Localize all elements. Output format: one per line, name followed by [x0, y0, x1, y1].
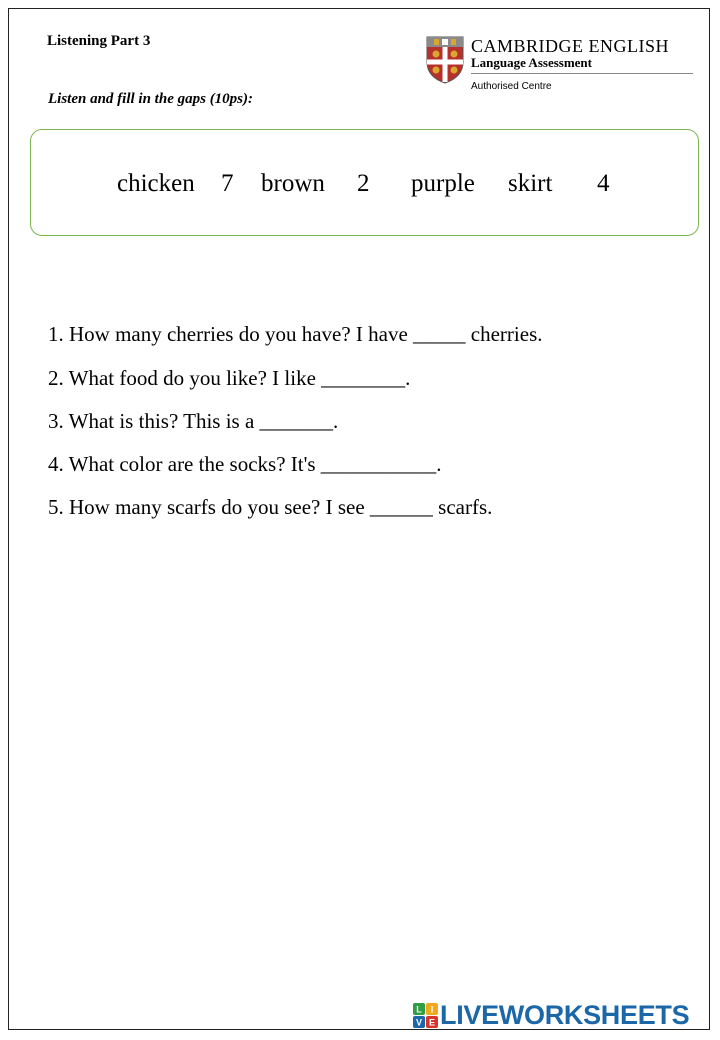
instructions: Listen and fill in the gaps (10ps):	[48, 91, 254, 107]
word-bank-item[interactable]: 4	[597, 170, 610, 197]
part-title: Listening Part 3	[47, 33, 151, 49]
word-bank-item[interactable]: purple	[411, 170, 475, 197]
cambridge-english-logo	[426, 34, 696, 96]
liveworksheets-brand: LIVEWORKSHEETS	[440, 1000, 690, 1030]
badge-letter-i: I	[430, 1004, 434, 1015]
liveworksheets-badge-icon	[413, 1003, 439, 1029]
question-5[interactable]: 5. How many scarfs do you see? I see ______ scarfs.	[48, 495, 493, 519]
word-bank-item[interactable]: skirt	[508, 170, 553, 197]
question-1[interactable]: 1. How many cherries do you have? I have _____ cherries.	[48, 322, 543, 346]
word-bank	[30, 129, 699, 236]
cambridge-shield-icon	[426, 36, 464, 84]
question-3[interactable]: 3. What is this? This is a _______.	[48, 409, 339, 433]
word-bank-item[interactable]: brown	[261, 170, 325, 197]
badge-letter-e: E	[428, 1017, 436, 1028]
badge-letter-l: L	[416, 1004, 422, 1015]
word-bank-item[interactable]: 7	[221, 170, 234, 197]
badge-letter-v: V	[415, 1017, 423, 1028]
logo-subtitle: Language Assessment	[471, 55, 592, 70]
logo-centre-label: Authorised Centre	[471, 81, 552, 92]
question-2[interactable]: 2. What food do you like? I like ________.	[48, 366, 411, 390]
word-bank-item[interactable]: chicken	[117, 170, 195, 197]
word-bank-item[interactable]: 2	[357, 170, 370, 197]
logo-title: CAMBRIDGE ENGLISH	[471, 36, 670, 56]
question-4[interactable]: 4. What color are the socks? It's ___________.	[48, 452, 442, 476]
logo-divider	[471, 73, 693, 74]
liveworksheets-logo	[410, 1001, 710, 1029]
